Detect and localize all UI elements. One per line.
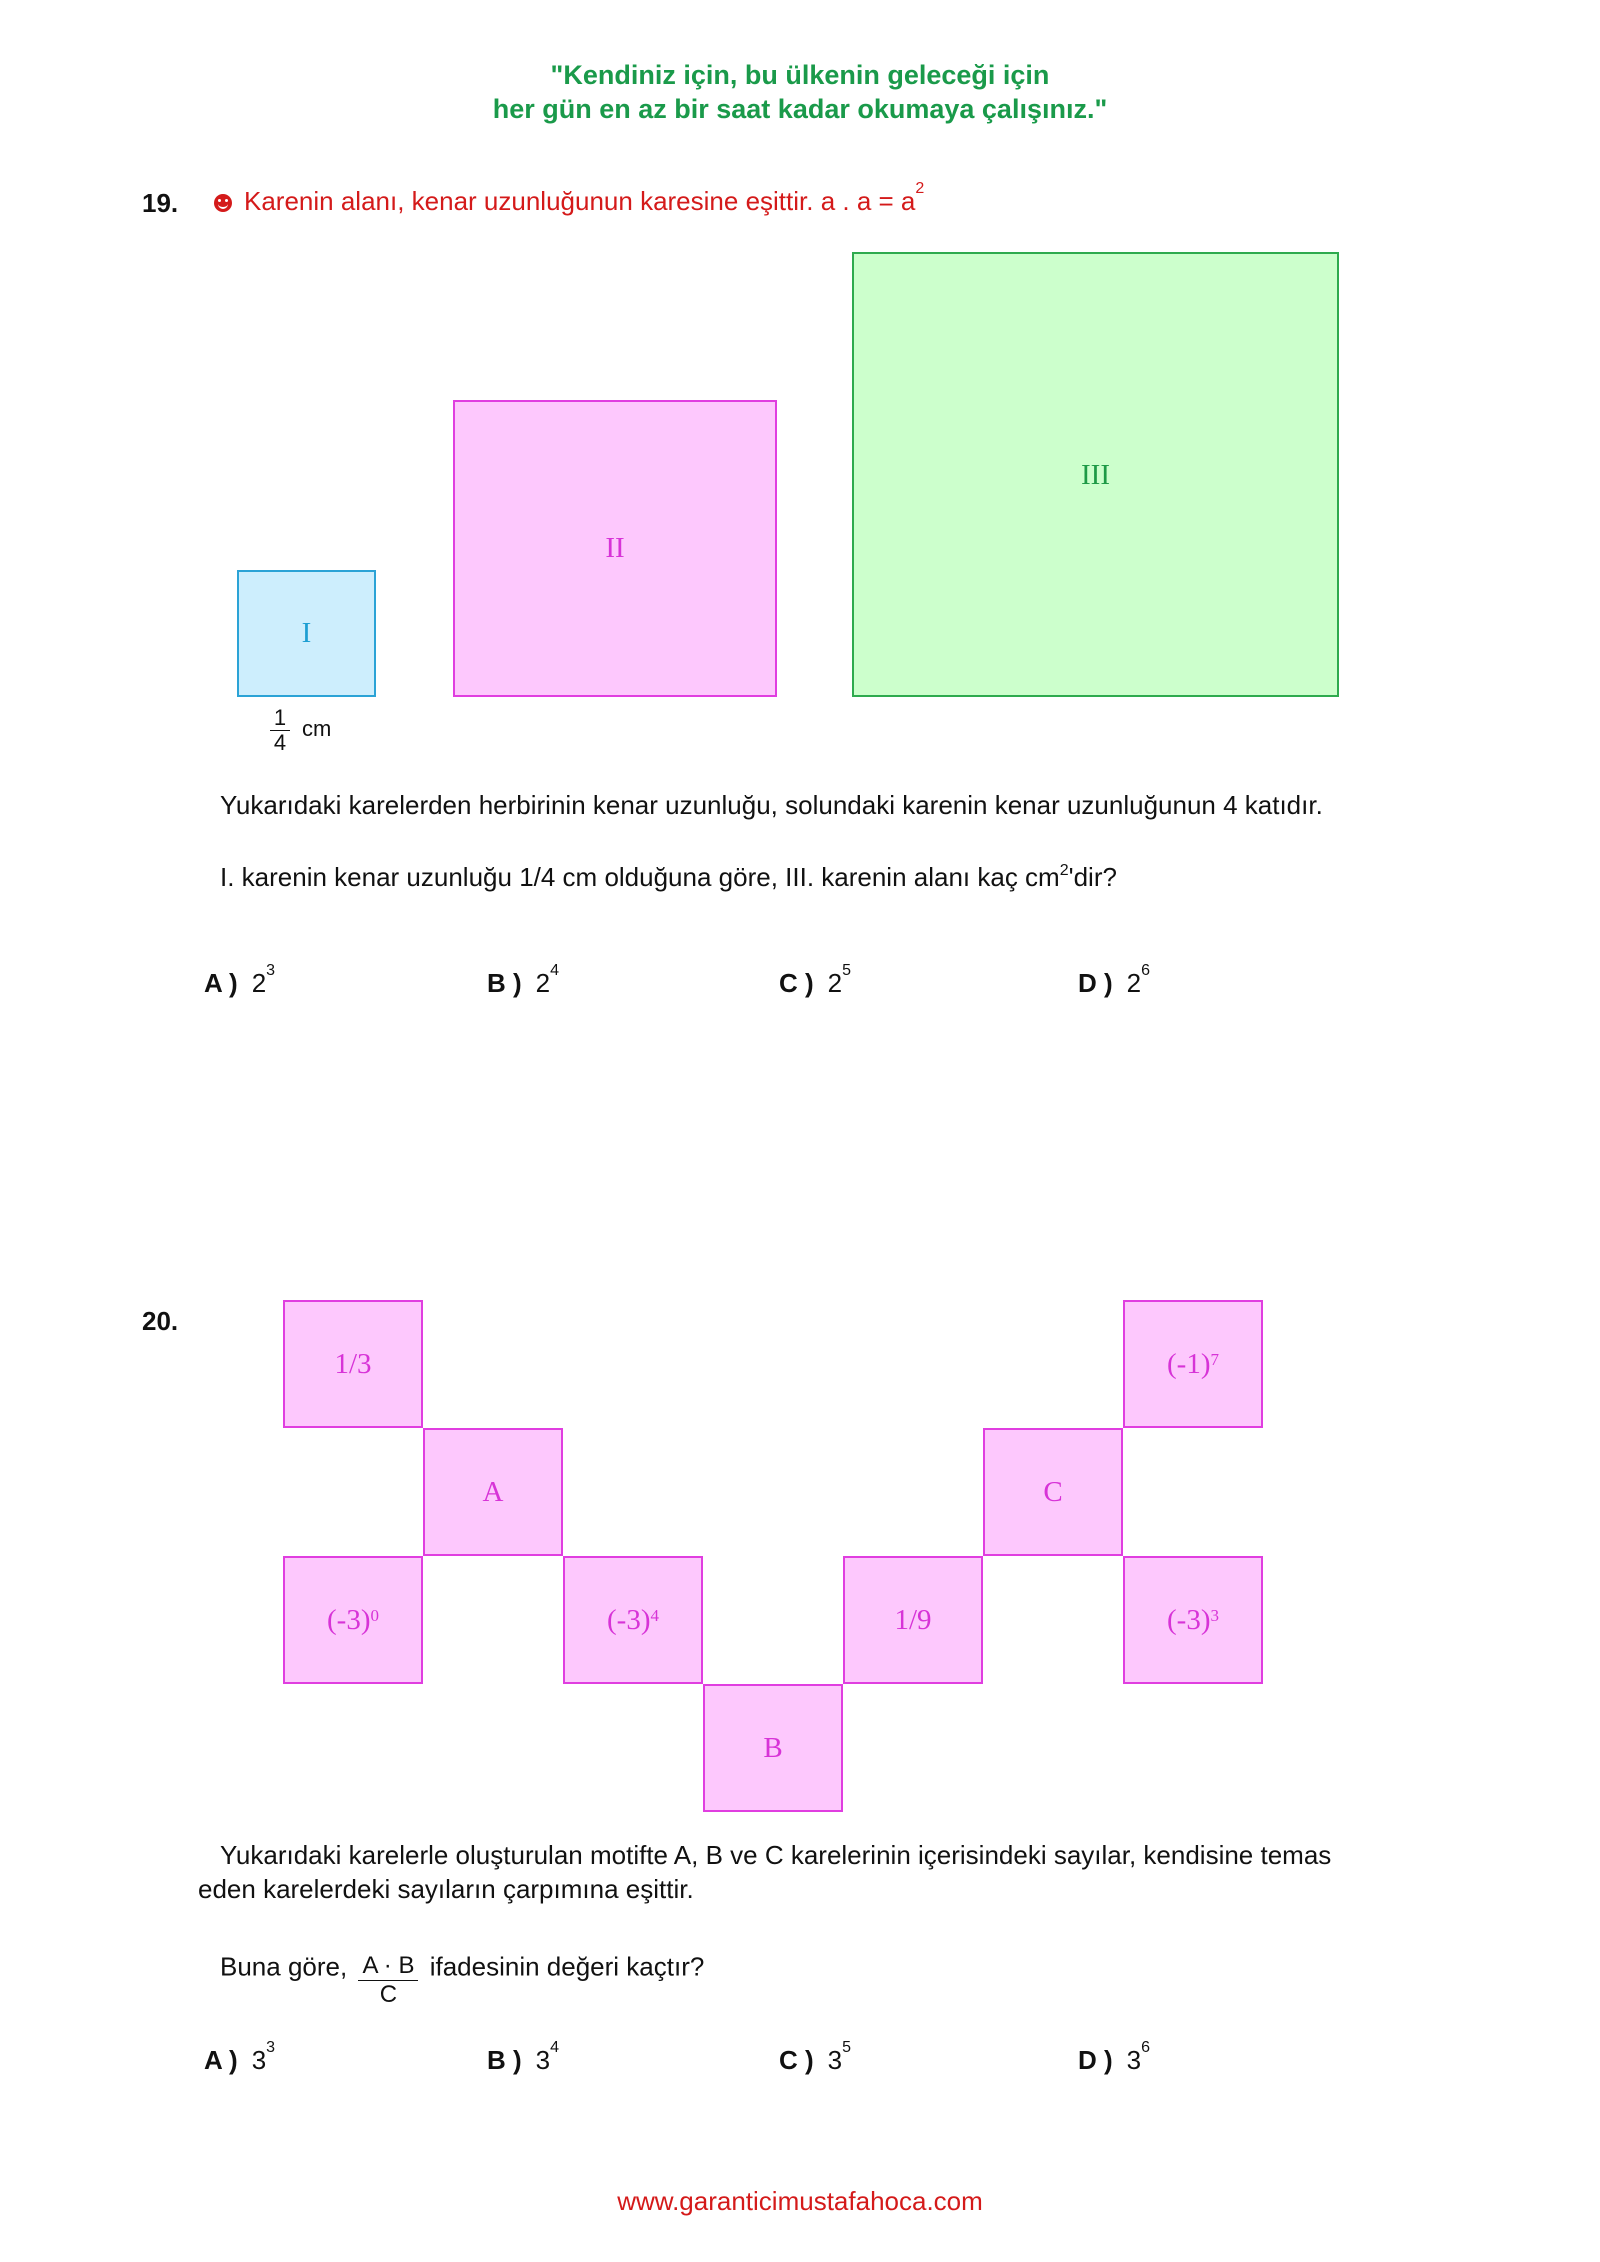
q20-option-b[interactable] bbox=[487, 2039, 560, 2076]
option-base: 3 bbox=[827, 2045, 843, 2075]
q20-option-c[interactable] bbox=[779, 2039, 852, 2076]
option-exponent: 3 bbox=[266, 2039, 276, 2056]
question-19-number: 19. bbox=[142, 188, 179, 218]
option-exponent: 4 bbox=[550, 2039, 560, 2056]
prompt-suffix: ifadesinin değeri kaçtır? bbox=[429, 1951, 705, 1982]
option-base: 2 bbox=[535, 968, 551, 998]
question-19-text-2a: I. karenin kenar uzunluğu 1/4 cm olduğuna göre, III. karenin alanı kaç cm bbox=[220, 862, 1060, 892]
tile-neg3-pow0 bbox=[283, 1556, 423, 1684]
tile-b bbox=[703, 1684, 843, 1812]
tile-base: (-3) bbox=[607, 1603, 651, 1636]
tile-base: (-1) bbox=[1167, 1347, 1211, 1380]
ab-over-c-fraction bbox=[358, 1952, 418, 2009]
tile-base: B bbox=[763, 1731, 783, 1764]
question-20-text-line-1: Yukarıdaki karelerle oluşturulan motifte A, B ve C karelerinin içerisindeki sayılar, kendisine temas bbox=[220, 1840, 1332, 1870]
side-length-label bbox=[270, 706, 331, 755]
note-exponent: 2 bbox=[915, 180, 925, 197]
smiley-icon bbox=[214, 194, 232, 212]
tile-base: 1/3 bbox=[334, 1347, 372, 1380]
tile-neg1-pow7 bbox=[1123, 1300, 1263, 1428]
option-label: D ) bbox=[1078, 2045, 1113, 2075]
question-19-text-2 bbox=[220, 860, 1117, 894]
q19-option-a[interactable] bbox=[204, 962, 276, 999]
square-i bbox=[237, 570, 376, 697]
tile-base: A bbox=[482, 1475, 504, 1508]
option-base: 3 bbox=[1126, 2045, 1142, 2075]
option-exponent: 6 bbox=[1141, 962, 1151, 979]
tile-c bbox=[983, 1428, 1123, 1556]
tile-exponent: 4 bbox=[650, 1606, 659, 1625]
tile-base: (-3) bbox=[1167, 1603, 1211, 1636]
fraction-numerator: A · B bbox=[358, 1952, 418, 1981]
square-iii-label: III bbox=[1081, 459, 1110, 491]
footer-website-link[interactable]: www.garanticimustafahoca.com bbox=[617, 2186, 983, 2216]
option-label: C ) bbox=[779, 2045, 814, 2075]
option-exponent: 5 bbox=[842, 962, 852, 979]
question-19-text-2b: 'dir? bbox=[1068, 862, 1117, 892]
header-quote-line-1: "Kendiniz için, bu ülkenin geleceği için bbox=[550, 60, 1050, 90]
question-20-number: 20. bbox=[142, 1306, 179, 1336]
option-label: D ) bbox=[1078, 968, 1113, 998]
option-exponent: 4 bbox=[550, 962, 560, 979]
question-20-text-line-2: eden karelerdeki sayıların çarpımına eşittir. bbox=[198, 1874, 694, 1904]
tile-base: 1/9 bbox=[894, 1603, 932, 1636]
prompt-prefix: Buna göre, bbox=[220, 1951, 348, 1982]
option-exponent: 6 bbox=[1141, 2039, 1151, 2056]
square-ii bbox=[453, 400, 777, 697]
q19-option-c[interactable] bbox=[779, 962, 852, 999]
option-label: C ) bbox=[779, 968, 814, 998]
side-length-unit: cm bbox=[302, 715, 332, 741]
option-exponent: 5 bbox=[842, 2039, 852, 2056]
question-19-text-1: Yukarıdaki karelerden herbirinin kenar uzunluğu, solundaki karenin kenar uzunluğunun 4 katıdır. bbox=[220, 790, 1323, 820]
fraction-denominator: 4 bbox=[273, 730, 287, 755]
q20-option-a[interactable] bbox=[204, 2039, 276, 2076]
tile-one-third bbox=[283, 1300, 423, 1428]
option-base: 2 bbox=[251, 968, 267, 998]
square-iii bbox=[852, 252, 1339, 697]
tile-neg3-pow4 bbox=[563, 1556, 703, 1684]
option-label: B ) bbox=[487, 968, 522, 998]
tile-base: (-3) bbox=[327, 1603, 371, 1636]
option-label: B ) bbox=[487, 2045, 522, 2075]
option-label: A ) bbox=[204, 2045, 238, 2075]
q20-option-d[interactable] bbox=[1078, 2039, 1151, 2076]
question-19-text-2-exponent: 2 bbox=[1059, 862, 1069, 879]
square-ii-label: II bbox=[605, 532, 625, 564]
tile-exponent: 3 bbox=[1210, 1606, 1219, 1625]
q19-option-b[interactable] bbox=[487, 962, 560, 999]
tile-one-ninth bbox=[843, 1556, 983, 1684]
fraction-numerator: 1 bbox=[273, 705, 287, 730]
question-20-prompt bbox=[220, 1940, 705, 2008]
side-length-fraction bbox=[270, 706, 290, 755]
tile-a bbox=[423, 1428, 563, 1556]
note-text: Karenin alanı, kenar uzunluğunun karesine eşittir. a . a = a bbox=[244, 186, 916, 216]
option-base: 2 bbox=[827, 968, 843, 998]
option-base: 3 bbox=[535, 2045, 551, 2075]
tile-neg3-pow3 bbox=[1123, 1556, 1263, 1684]
question-19-note bbox=[214, 180, 925, 217]
tile-exponent: 7 bbox=[1210, 1350, 1219, 1369]
tile-exponent: 0 bbox=[370, 1606, 379, 1625]
option-exponent: 3 bbox=[266, 962, 276, 979]
header-quote-line-2: her gün en az bir saat kadar okumaya çalışınız." bbox=[492, 94, 1108, 124]
q19-option-d[interactable] bbox=[1078, 962, 1151, 999]
square-i-label: I bbox=[301, 617, 312, 649]
option-label: A ) bbox=[204, 968, 238, 998]
option-base: 3 bbox=[251, 2045, 267, 2075]
option-base: 2 bbox=[1126, 968, 1142, 998]
tile-base: C bbox=[1043, 1475, 1063, 1508]
fraction-denominator: C bbox=[379, 1981, 398, 2008]
